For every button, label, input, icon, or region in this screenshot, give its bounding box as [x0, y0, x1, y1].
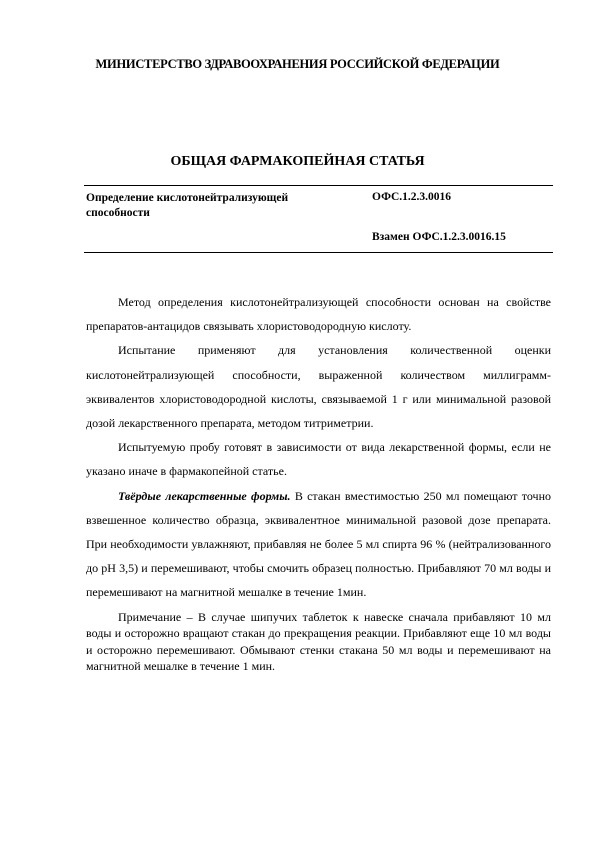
paragraph-note: Примечание – В случае шипучих таблеток к навеске сначала прибавляют 10 мл воды и осторожно вращают стакан до прекращения реакции. Прибавляют еще 10 мл воды и осторожно перемешивают. Обмывают стенки стакана 50 мл воды и перемешивают на магнитной мешалке в течение 1 мин.: [86, 609, 551, 674]
ministry-heading: МИНИСТЕРСТВО ЗДРАВООХРАНЕНИЯ РОССИЙСКОЙ ФЕДЕРАЦИИ: [95, 57, 500, 71]
solid-forms-text: В стакан вместимостью 250 мл помещают точно взвешенное количество образца, эквивалентное минимальной разовой дозе препарата. При необходимости увлажняют, прибавляя не более 5 мл спирта 96 % (нейтрализованного до pH 3,5) и перемешивают, чтобы смочить образец полностью. Прибавляют 70 мл воды и перемешивают на магнитной мешалке в течение 1мин.: [86, 488, 552, 600]
paragraph-purpose: Испытание применяют для установления количественной оценки кислотонейтрализующей способности, выраженной количеством миллиграмм-эквивалентов хлористоводородной кислоты, связываемой 1 г или минимальной разовой дозой лекарственного препарата, методом титриметрии.: [86, 343, 551, 431]
article-body: [86, 290, 551, 675]
paragraph-sample: Испытуемую пробу готовят в зависимости от вида лекарственной формы, если не указано иначе в фармакопейной статье.: [86, 440, 551, 479]
header-bottom-rule: [84, 252, 553, 253]
paragraph-method: Метод определения кислотонейтрализующей способности основан на свойстве препаратов-антацидов связывать хлористоводородную кислоту.: [86, 295, 551, 334]
article-code: ОФС.1.2.3.0016: [372, 191, 452, 203]
article-name: Определение кислотонейтрализующей способности: [86, 192, 289, 219]
article-replaces: Взамен ОФС.1.2.3.0016.15: [372, 231, 506, 243]
document-title: ОБЩАЯ ФАРМАКОПЕЙНАЯ СТАТЬЯ: [170, 154, 425, 169]
paragraph-solid-forms: [86, 484, 551, 605]
solid-forms-heading: Твёрдые лекарственные формы.: [118, 488, 291, 503]
header-top-rule: [84, 185, 553, 186]
